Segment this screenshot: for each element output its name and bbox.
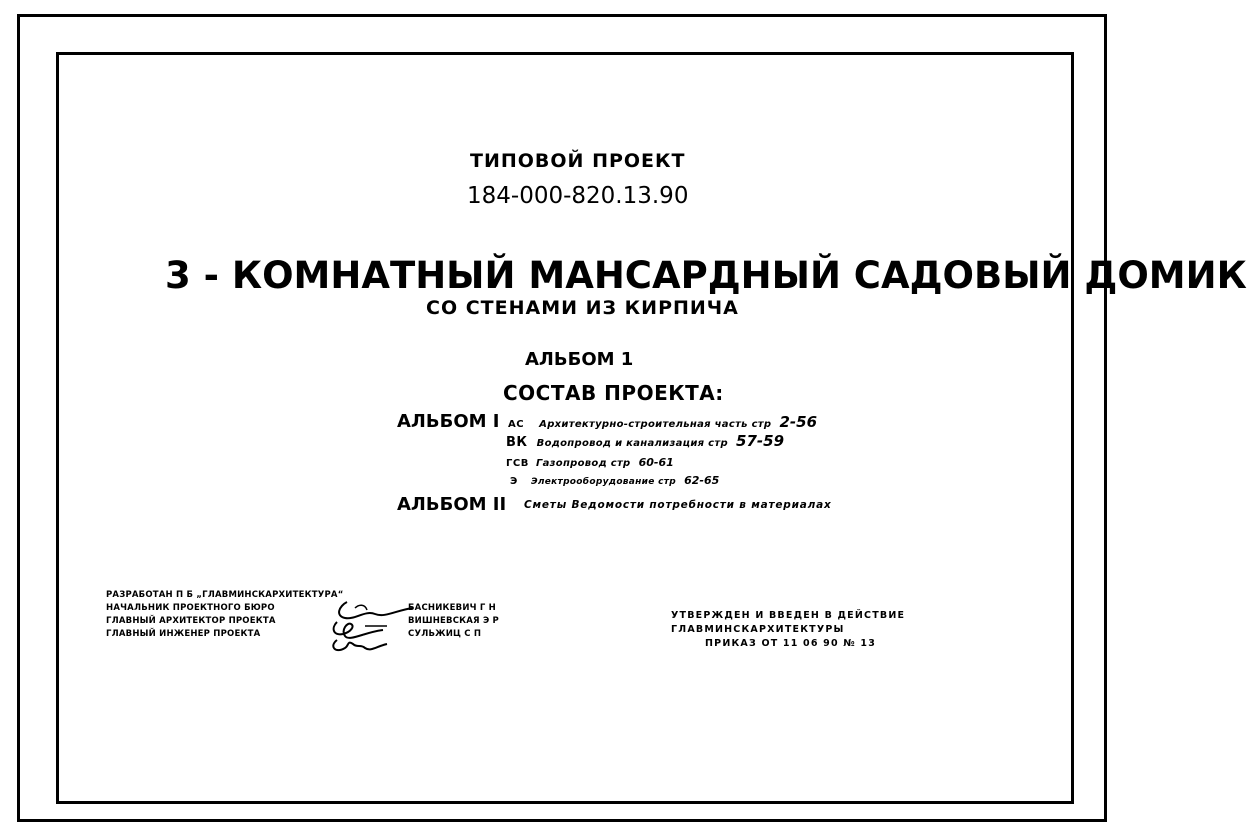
main-title: 3 - КОМНАТНЫЙ МАНСАРДНЫЙ САДОВЫЙ ДОМИК — [165, 254, 1247, 297]
item-pages: 2-56 — [779, 413, 818, 431]
album-2-item: Сметы Ведомости потребности в материалах — [524, 499, 832, 511]
item-code: ГСВ — [506, 458, 529, 469]
item-text: Архитектурно-строительная часть стр — [539, 419, 772, 430]
composition-item — [506, 431, 784, 450]
project-type-label: ТИПОВОЙ ПРОЕКТ — [470, 150, 686, 172]
staff-name: ВИШНЕВСКАЯ Э Р — [408, 616, 499, 626]
item-text: Электрооборудование стр — [530, 477, 677, 487]
album-2-label: АЛЬБОМ II — [397, 494, 507, 515]
item-pages: 57-59 — [736, 432, 785, 450]
item-code: Э — [510, 476, 518, 487]
staff-name: БАСНИКЕВИЧ Г Н — [408, 603, 496, 613]
composition-heading: СОСТАВ ПРОЕКТА: — [503, 381, 724, 405]
item-pages: 60-61 — [638, 456, 674, 469]
signatures — [325, 596, 415, 656]
developer-line: РАЗРАБОТАН П Б „ГЛАВМИНСКАРХИТЕКТУРА“ — [106, 590, 344, 600]
subtitle: СО СТЕНАМИ ИЗ КИРПИЧА — [426, 297, 739, 319]
item-text: Газопровод стр — [535, 458, 631, 469]
staff-name: СУЛЬЖИЦ С П — [408, 629, 482, 639]
project-number: 184-000-820.13.90 — [467, 183, 689, 209]
album-number: АЛЬБОМ 1 — [525, 349, 634, 370]
item-pages: 62-65 — [684, 474, 720, 487]
staff-role: ГЛАВНЫЙ ИНЖЕНЕР ПРОЕКТА — [106, 629, 261, 639]
staff-role: НАЧАЛЬНИК ПРОЕКТНОГО БЮРО — [106, 603, 275, 613]
composition-item — [510, 469, 719, 488]
composition-item — [508, 412, 817, 431]
approval-line: ГЛАВМИНСКАРХИТЕКТУРЫ — [671, 624, 845, 635]
staff-role: ГЛАВНЫЙ АРХИТЕКТОР ПРОЕКТА — [106, 616, 276, 626]
approval-line: ПРИКАЗ ОТ 11 06 90 № 13 — [705, 638, 877, 649]
item-text: Водопровод и канализация стр — [536, 438, 728, 449]
album-1-label: АЛЬБОМ I — [397, 411, 500, 432]
item-code: ВК — [506, 435, 528, 450]
item-code: АС — [508, 419, 525, 430]
approval-line: УТВЕРЖДЕН И ВВЕДЕН В ДЕЙСТВИЕ — [671, 610, 906, 621]
composition-item — [506, 451, 674, 470]
